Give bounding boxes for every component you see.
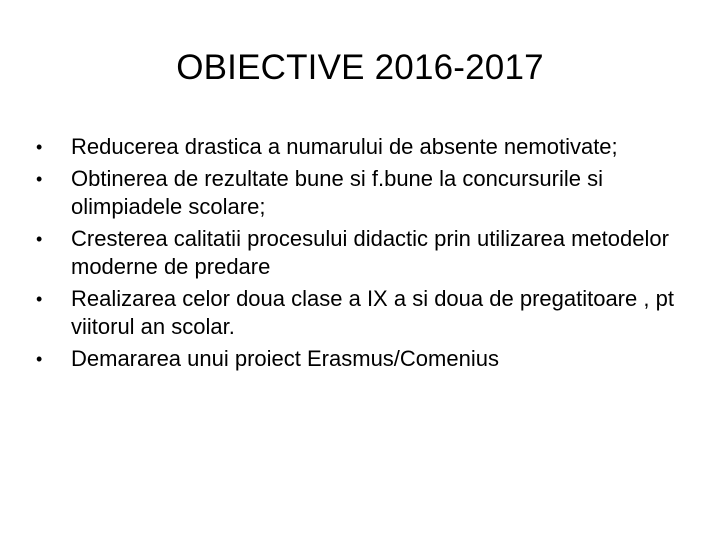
list-item (36, 225, 676, 281)
list-item (36, 285, 676, 341)
list-item-text: Demararea unui proiect Erasmus/Comenius (71, 346, 499, 371)
list-item (36, 345, 676, 373)
list-item-text: Reducerea drastica a numarului de absente nemotivate; (71, 134, 618, 159)
list-item-text: Obtinerea de rezultate bune si f.bune la concursurile si olimpiadele scolare; (71, 166, 603, 219)
bullet-icon: • (36, 137, 43, 157)
objectives-list (36, 133, 676, 377)
slide-title: OBIECTIVE 2016-2017 (176, 48, 544, 87)
bullet-icon: • (36, 229, 43, 249)
bullet-icon: • (36, 289, 43, 309)
list-item (36, 133, 676, 161)
list-item-text: Realizarea celor doua clase a IX a si doua de pregatitoare , pt viitorul an scolar. (71, 286, 674, 339)
bullet-icon: • (36, 169, 43, 189)
list-item-text: Cresterea calitatii procesului didactic prin utilizarea metodelor moderne de predare (71, 226, 669, 279)
list-item (36, 165, 676, 221)
bullet-icon: • (36, 349, 43, 369)
